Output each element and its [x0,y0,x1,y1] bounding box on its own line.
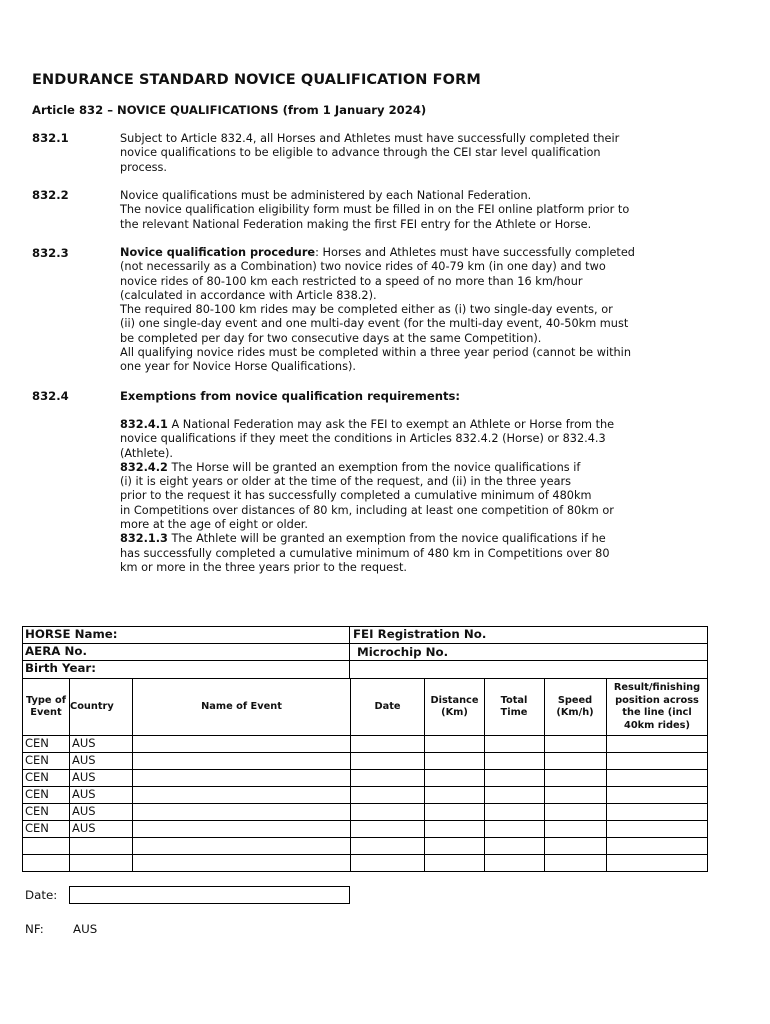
row-type-cell[interactable]: CEN [25,804,49,818]
date-label: Date: [25,888,58,902]
section-text [120,246,710,375]
text-line: be completed per day for two consecutive days at the same Competition). [120,331,542,345]
col-header-type-of-event: Type of Event [26,694,66,718]
row-type-cell[interactable]: CEN [25,821,49,835]
fei-registration-label: FEI Registration No. [353,627,487,641]
text-run: The Athlete will be granted an exemption from the novice qualifications if he [167,532,606,546]
text-line: Subject to Article 832.4, all Horses and Athletes must have successfully completed their [120,132,620,145]
text-line [120,418,710,432]
text-line: All qualifying novice rides must be completed within a three year period (cannot be within [120,346,631,360]
text-line: one year for Novice Horse Qualifications). [120,360,356,374]
text-line: (calculated in accordance with Article 838.2). [120,288,377,302]
sub-number: 832.4.1 [120,418,168,431]
bold-lead: Novice qualification procedure [120,246,316,259]
sub-number: 832.4.2 [120,460,168,474]
grid-line [484,678,485,871]
col-header-result: Result/finishing position across the line (incl 40km rides) [613,682,701,731]
section-text [120,132,710,175]
row-country-cell[interactable]: AUS [72,736,96,750]
text-line: in Competitions over distances of 80 km, including at least one competition of 80km or [120,503,614,517]
grid-line [22,626,23,871]
section-number: 832.4 [32,389,69,403]
nf-value: AUS [73,922,98,936]
grid-line [22,643,708,644]
section-text [120,418,710,575]
col-header-distance: Distance (Km) [430,694,479,718]
row-country-cell[interactable]: AUS [72,821,96,835]
grid-line [544,678,545,871]
row-type-cell[interactable]: CEN [25,787,49,801]
row-country-cell[interactable]: AUS [72,787,96,801]
text-line: (not necessarily as a Combination) two novice rides of 40-79 km (in one day) and two [120,260,606,274]
text-line: The novice qualification eligibility form must be filled in on the FEI online platform prior to [120,203,630,217]
section-number: 832.3 [32,246,69,260]
grid-line [349,626,350,678]
text-run: A National Federation may ask the FEI to exempt an Athlete or Horse from the [167,418,615,431]
col-header-total-time: Total Time [500,694,528,718]
section-text [120,189,710,232]
section-number: 832.1 [32,131,69,145]
col-header-country: Country [70,700,114,712]
row-country-cell[interactable]: AUS [72,753,96,767]
col-header-speed: Speed (Km/h) [556,694,594,718]
grid-line [22,871,708,872]
date-input-box[interactable] [69,886,350,904]
text-line: process. [120,160,168,174]
aera-number-label: AERA No. [25,644,87,658]
form-title: ENDURANCE STANDARD NOVICE QUALIFICATION FORM [32,72,481,88]
birth-year-label: Birth Year: [25,661,96,675]
text-line: Novice qualifications must be administered by each National Federation. [120,189,532,202]
text-line: novice qualifications if they meet the conditions in Articles 832.4.2 (Horse) or 832.4.3 [120,432,606,446]
col-header-date: Date [374,700,401,712]
text-line: (Athlete). [120,446,173,460]
row-country-cell[interactable]: AUS [72,804,96,818]
row-type-cell[interactable]: CEN [25,770,49,784]
text-line: (i) it is eight years or older at the time of the request, and (ii) in the three years [120,475,572,489]
microchip-label: Microchip No. [357,645,449,659]
text-line [120,246,710,260]
section-heading: Exemptions from novice qualification requirements: [120,389,461,403]
text-line: more at the age of eight or older. [120,518,308,532]
horse-name-label: HORSE Name: [25,627,118,641]
article-subtitle: Article 832 – NOVICE QUALIFICATIONS (from 1 January 2024) [32,103,427,117]
section-number: 832.2 [32,188,69,202]
text-line: has successfully completed a cumulative minimum of 480 km in Competitions over 80 [120,546,610,560]
sub-number: 832.1.3 [120,532,168,546]
text-line: (ii) one single-day event and one multi-day event (for the multi-day event, 40-50km must [120,317,629,331]
text-line [120,461,710,475]
text-run: The Horse will be granted an exemption from the novice qualifications if [167,460,581,474]
text-line: novice rides of 80-100 km each restricted to a speed of no more than 16 km/hour [120,274,583,288]
grid-line [707,626,708,871]
col-header-name-of-event: Name of Event [201,700,282,712]
nf-label: NF: [25,922,44,936]
text-line: prior to the request it has successfully completed a cumulative minimum of 480km [120,489,592,503]
text-run: : Horses and Athletes must have successfully completed [315,246,635,259]
text-line [120,532,710,546]
row-type-cell[interactable]: CEN [25,736,49,750]
text-line: km or more in the three years prior to the request. [120,560,408,574]
text-line: The required 80-100 km rides may be completed either as (i) two single-day events, or [120,303,613,317]
text-line: novice qualifications to be eligible to advance through the CEI star level qualification [120,146,601,160]
grid-line [22,660,708,661]
text-line: the relevant National Federation making the first FEI entry for the Athlete or Horse. [120,217,592,231]
qualification-form-table [22,626,708,871]
row-country-cell[interactable]: AUS [72,770,96,784]
row-type-cell[interactable]: CEN [25,753,49,767]
